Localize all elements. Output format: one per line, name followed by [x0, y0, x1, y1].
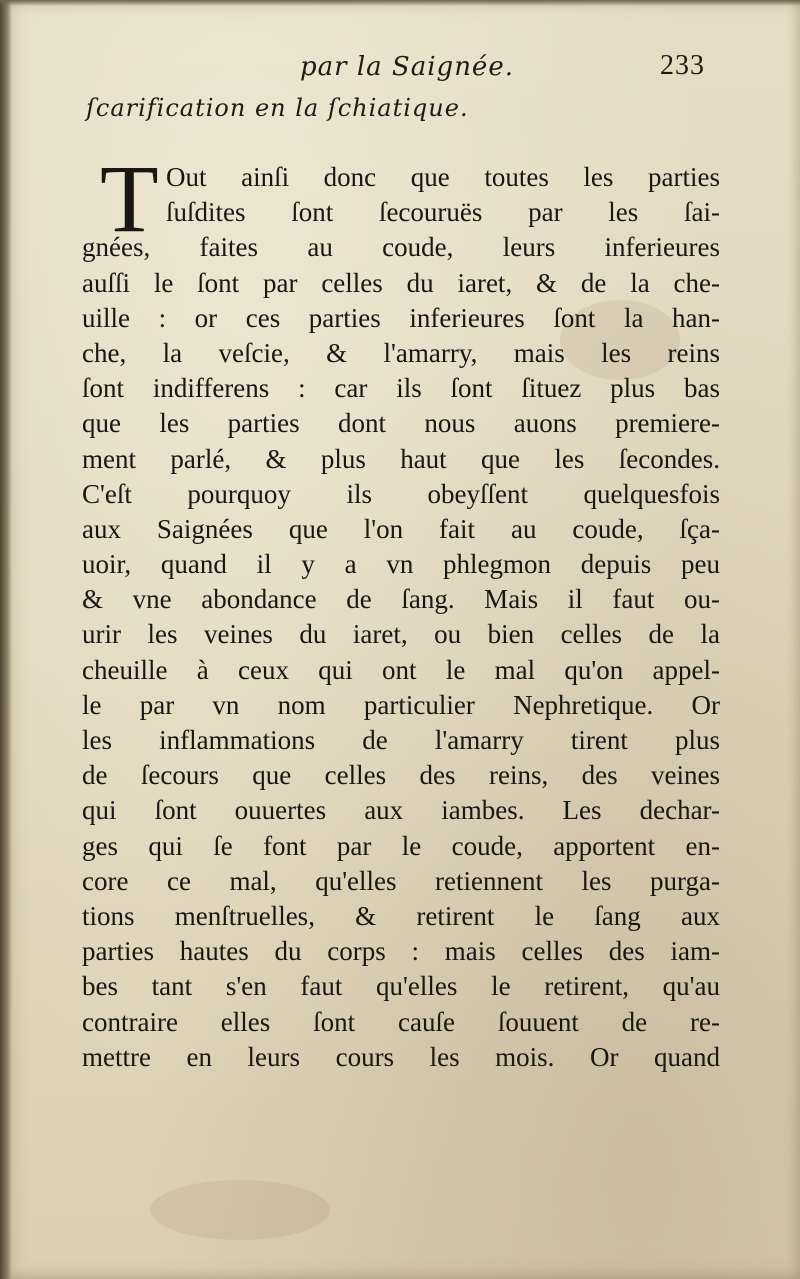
- marginal-note: ſcarification en la ſchiatique.: [86, 94, 469, 122]
- text-line: contraire elles ſont cauſe ſouuent de re-: [82, 1006, 720, 1037]
- text-line: parties hautes du corps : mais celles des iam-: [82, 936, 720, 967]
- text-line: tions menſtruelles, & retirent le ſang aux: [82, 900, 720, 931]
- text-line: uille : or ces parties inferieures ſont la han-: [82, 302, 720, 333]
- running-head: par la Saignée.: [300, 52, 514, 82]
- text-line: bes tant s'en faut qu'elles le retirent, qu'au: [82, 971, 720, 1002]
- text-line: ges qui ſe font par le coude, apportent en-: [82, 830, 720, 861]
- text-line: che, la veſcie, & l'amarry, mais les reins: [82, 337, 720, 368]
- paper-stain: [150, 1180, 330, 1240]
- text-line: ſont indifferens : car ils ſont ſituez plus bas: [82, 373, 720, 404]
- text-line: auſſi le ſont par celles du iaret, & de la che-: [82, 267, 720, 298]
- text-line: que les parties dont nous auons premiere-: [82, 408, 720, 439]
- text-line: gnées, faites au coude, leurs inferieures: [82, 232, 720, 263]
- body-text: [82, 145, 720, 1075]
- text-line: aux Saignées que l'on fait au coude, ſça-: [82, 513, 720, 544]
- text-line: de ſecours que celles des reins, des veines: [82, 760, 720, 791]
- text-line: Out ainſi donc que toutes les parties: [166, 162, 720, 192]
- drop-cap: T: [100, 145, 159, 252]
- page-top-edge: [0, 0, 800, 6]
- text-line: C'eſt pourquoy ils obeyſſent quelquesfois: [82, 478, 720, 509]
- text-line: les inflammations de l'amarry tirent plus: [82, 725, 720, 755]
- book-spine: [0, 0, 12, 1279]
- text-line: ment parlé, & plus haut que les ſecondes.: [82, 443, 720, 474]
- text-line: ſuſdites ſont ſecouruës par les ſai-: [166, 197, 720, 228]
- text-line: mettre en leurs cours les mois. Or quand: [82, 1041, 720, 1072]
- page-number: 233: [660, 50, 705, 81]
- text-line: uoir, quand il y a vn phlegmon depuis peu: [82, 549, 720, 580]
- text-line: le par vn nom particulier Nephretique. Or: [82, 689, 720, 720]
- text-line: cheuille à ceux qui ont le mal qu'on appel-: [82, 654, 720, 685]
- text-line: urir les veines du iaret, ou bien celles de la: [82, 619, 720, 650]
- text-line: qui ſont ouuertes aux iambes. Les dechar-: [82, 795, 720, 826]
- text-line: & vne abondance de ſang. Mais il faut ou-: [82, 584, 720, 615]
- text-line: core ce mal, qu'elles retiennent les purga-: [82, 865, 720, 896]
